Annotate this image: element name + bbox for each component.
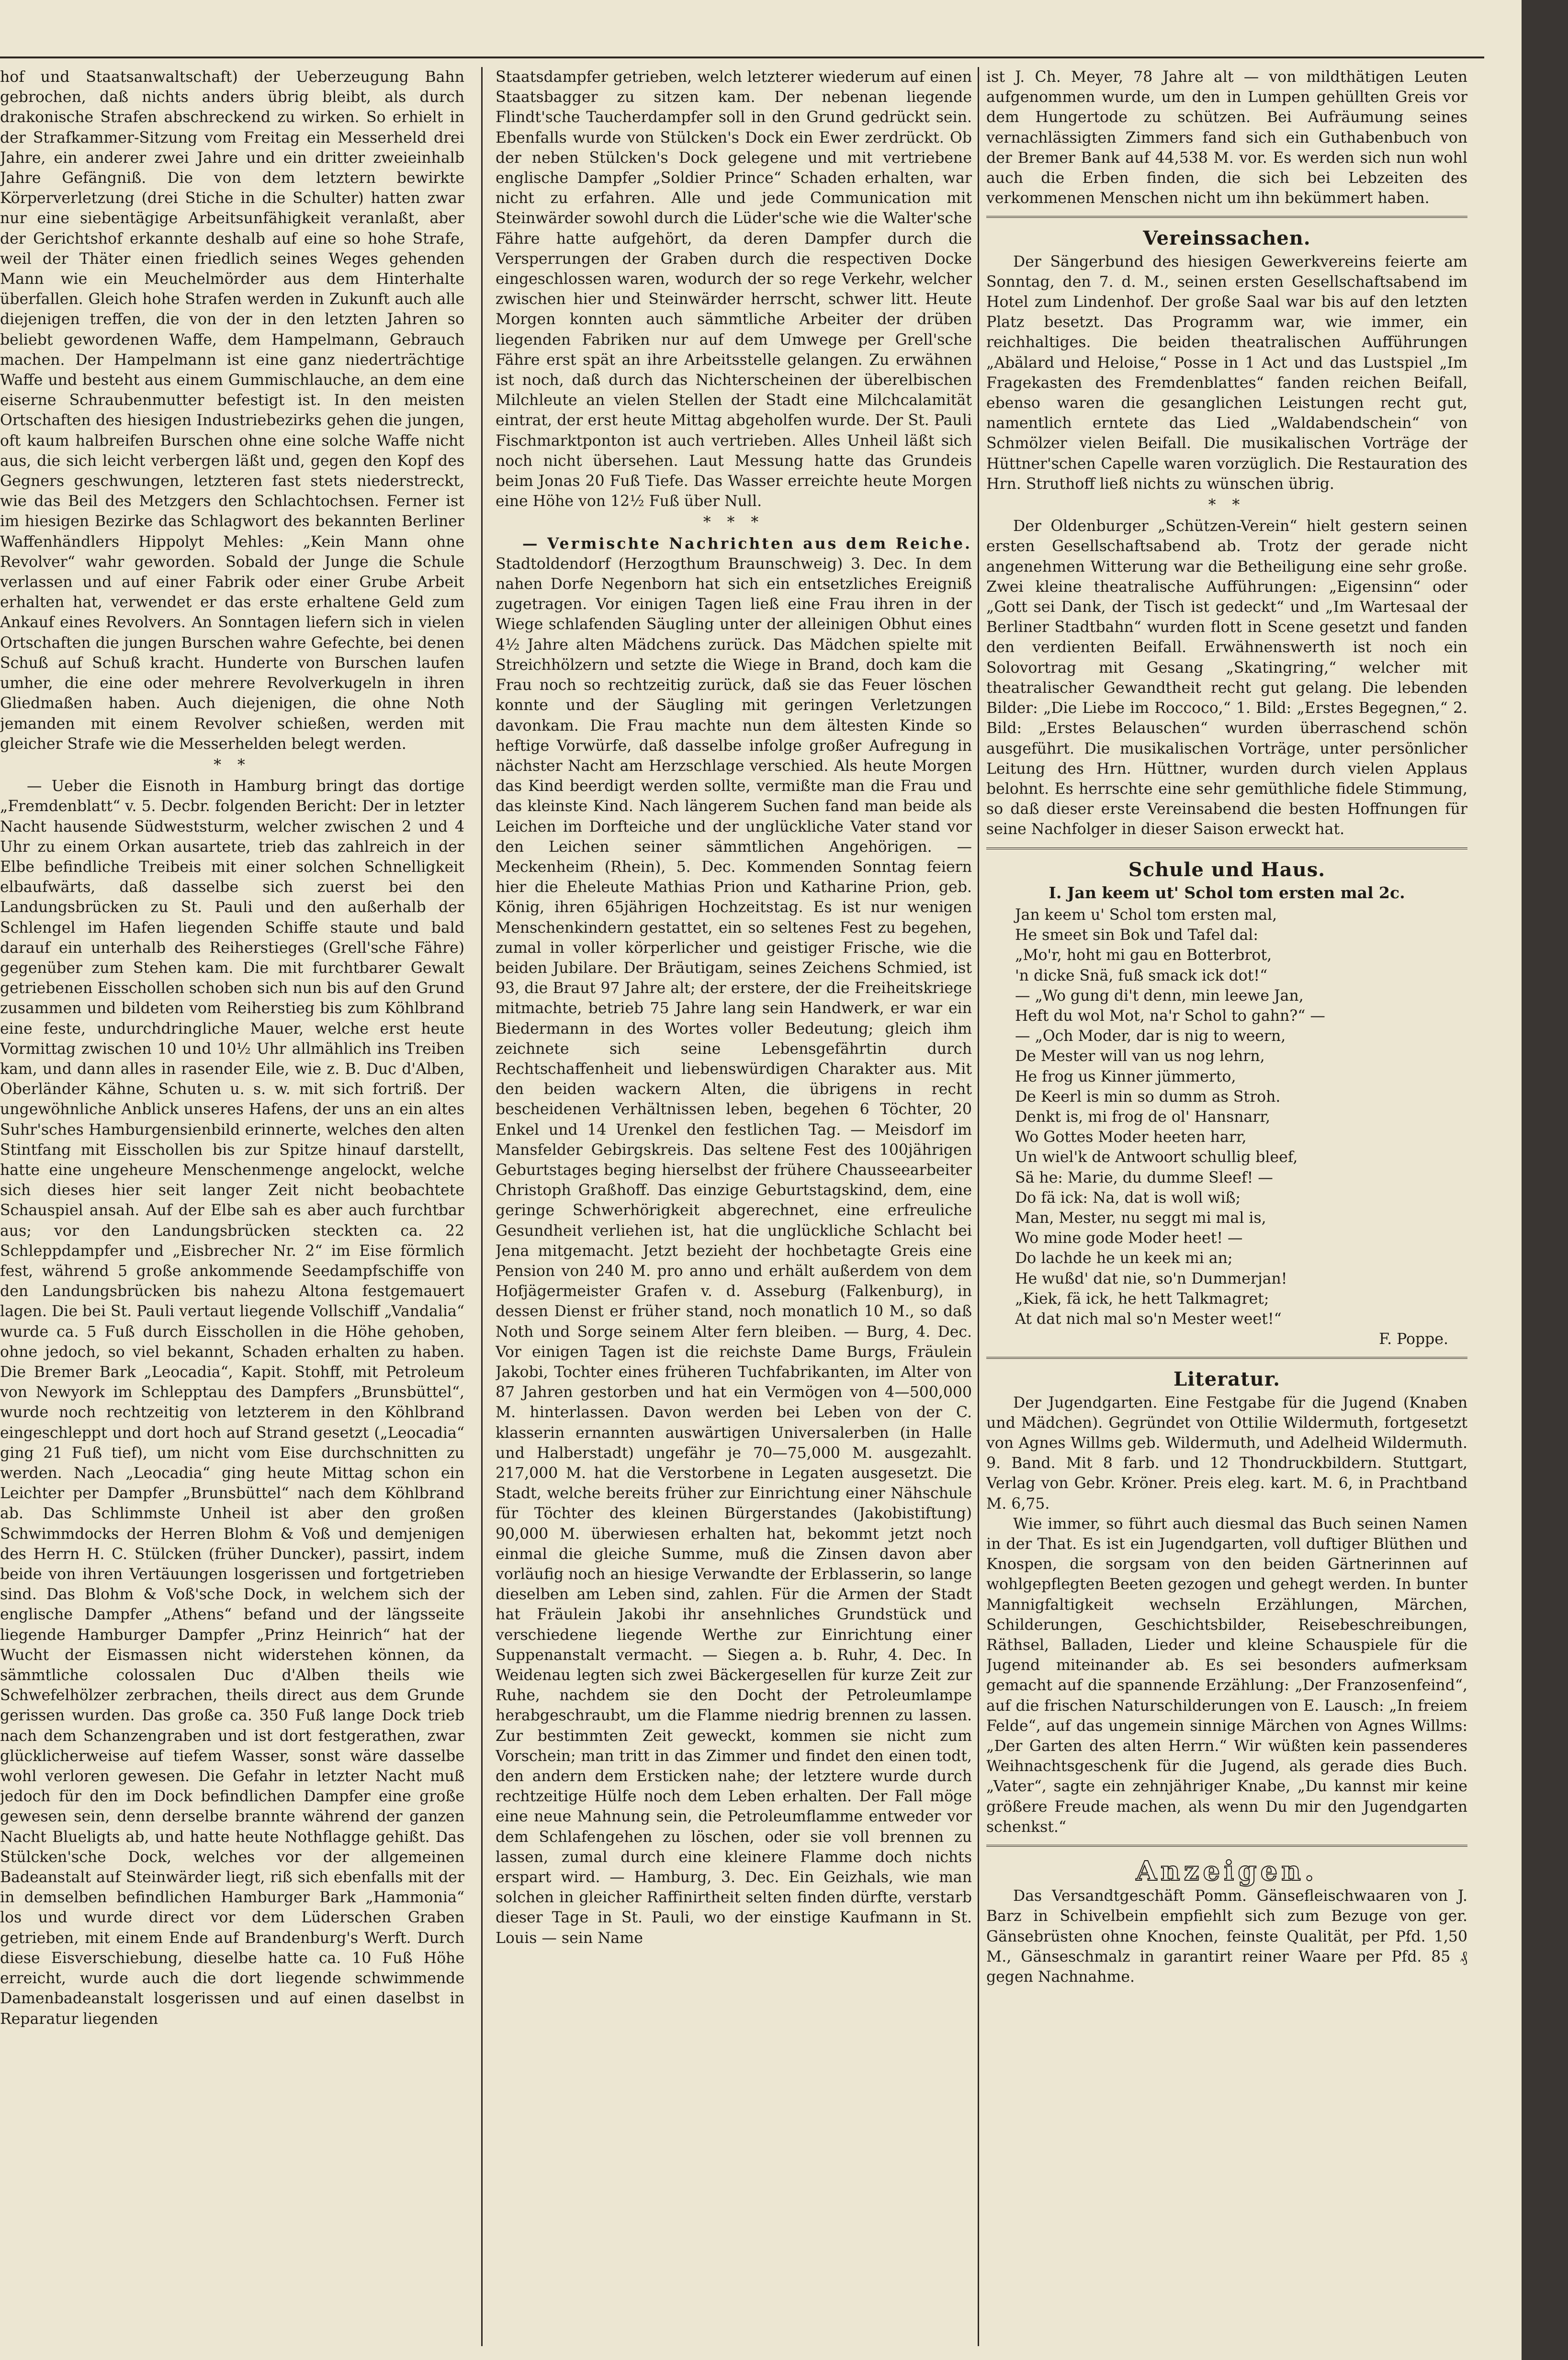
paragraph: Staatsdampfer getrieben, welch letzterer wiederum auf einen Staatsbagger zu sitzen kam. Der nebenan liegende Flindt'sche Taucherdampfer soll in den Grund gedrückt sein. Ebenfalls wurde von Stülcken's Dock ein Ewer zerdrückt. Ob der neben Stülcken's Dock gelegene und mit vertriebene englische Dampfer „Soldier Prince“ Schaden erhalten, war nicht zu erfahren. Alle und jede Communication mit Steinwärder sowohl durch die Lüder'sche wie die Walter'sche Fähre hatte aufgehört, da deren Dampfer durch die Versperrungen der Graben durch die respectiven Docke eingeschlossen waren, wodurch der so rege Verkehr, welcher zwischen hier und Steinwärder herrscht, schwer litt. Heute Morgen konnten auch sämmtliche Arbeiter der drüben liegenden Fabriken nur auf dem Umwege per Grell'sche Fähre erst spät an ihre Arbeitsstelle gelangen. Zu erwähnen ist noch, daß durch das Nichterscheinen der überelbischen Milchleute an vielen Stellen der Stadt eine Milchcalamität eintrat, der erst heute Mittag abgeholfen wurde. Der St. Pauli Fischmarktponton ist auch vertrieben. Alles Unheil läßt sich noch nicht übersehen. Laut Messung hatte das Grundeis beim Jonas 20 Fuß Tiefe. Das Wasser erreichte heute Morgen eine Höhe von 12½ Fuß über Null. xyxy=(496,68,972,510)
ads-title: Anzeigen. xyxy=(1136,1855,1318,1887)
poem-line: He frog us Kinner jümmerto, xyxy=(1015,1068,1236,1085)
column-3 xyxy=(986,67,1467,2351)
paragraph: Der Oldenburger „Schützen-Verein“ hielt gestern seinen ersten Gesellschaftsabend ab. Trotz der gerade nicht angenehmen Witterung war die Betheiligung eine sehr große. Zwei kleine theatralische Aufführungen: „Eigensinn“ oder „Gott sei Dank, der Tisch ist gedeckt“ und „Im Wartesaal der Berliner Stadtbahn“ wurden flott in Scene gesetzt und fanden den verdienten Beifall. Erwähnenswerth ist noch ein Solovortrag mit Gesang „Skatingring,“ welcher mit theatralischer Gewandtheit recht gut gelang. Die lebenden Bilder: „Die Liebe im Roccoco,“ 1. Bild: „Erstes Begegnen,“ 2. Bild: „Erstes Belauschen“ wurden überraschend schön ausgeführt. Die musikalischen Vorträge, unter persönlicher Leitung des Hrn. Hüttner, wurden durch vielen Applaus belohnt. Es herrschte eine sehr gemüthliche fidele Stimmung, so daß dieser erste Vereinsabend die besten Hoffnungen für seine Nachfolger in dieser Saison erweckt hat. xyxy=(986,518,1467,838)
column-1 xyxy=(0,67,464,2351)
poem-line: — „Wo gung di't denn, min leewe Jan, xyxy=(1015,987,1304,1005)
section-rule xyxy=(986,216,1467,218)
poem-signature: F. Poppe. xyxy=(1379,1331,1448,1348)
paragraph: hof und Staatsanwaltschaft) der Ueberzeugung Bahn gebrochen, daß nichts anders übrig bleibt, als durch drakonische Strafen abschreckend zu wirken. So erhielt in der Strafkammer-Sitzung vom Freitag ein Messerheld drei Jahre, ein anderer zwei Jahre und ein dritter zweieinhalb Jahre Gefängniß. Die von dem letztern bewirkte Körperverletzung (drei Stiche in die Schulter) hatten zwar nur eine siebentägige Arbeitsunfähigkeit veranlaßt, aber der Gerichtshof erkannte deshalb auf eine so hohe Strafe, weil der Thäter einen friedlich seines Weges gehenden Mann wie ein Meuchelmörder aus dem Hinterhalte überfallen. Gleich hohe Strafen werden in Zukunft auch alle diejenigen treffen, die von der in den letzten Jahren so beliebt gewordenen Waffe, dem Hampelmann, Gebrauch machen. Der Hampelmann ist eine ganz niederträchtige Waffe und besteht aus einem Gummischlauche, an dem eine eiserne Schraubenmutter befestigt ist. In den meisten Ortschaften des hiesigen Industriebezirks gehen die jungen, oft kaum halbreifen Burschen ohne eine solche Waffe nicht aus, die sich leicht verbergen läßt und, gegen den Kopf des Gegners geschwungen, letzteren fast stets niederstreckt, wie das Beil des Metzgers den Schlachtochsen. Ferner ist im hiesigen Bezirke das Schlagwort des bekannten Berliner Waffenhändlers Hippolyt Mehles: „Kein Mann ohne Revolver“ wahr geworden. Sobald der Junge die Schule verlassen und auf einer Fabrik oder einer Grube Arbeit erhalten hat, verwendet er das erste erhaltene Geld zum Ankauf eines Revolvers. An Sonntagen liefern sich in vielen Ortschaften die jungen Burschen wahre Gefechte, bei denen Schuß auf Schuß kracht. Hunderte von Burschen laufen umher, die eine oder mehrere Revolverkugeln in ihren Gliedmaßen haben. Auch diejenigen, die ohne Noth jemanden mit einem Revolver schießen, werden mit gleicher Strafe wie die Messerhelden belegt werden. xyxy=(0,68,464,753)
separator: * * * xyxy=(703,514,765,531)
poem-line: He smeet sin Bok und Tafel dal: xyxy=(1015,926,1258,944)
top-rule xyxy=(0,56,1484,58)
poem-line: Man, Mester, nu seggt mi mal is, xyxy=(1015,1209,1266,1227)
poem-line: He wußd' dat nie, so'n Dummerjan! xyxy=(1015,1270,1287,1287)
paragraph: — Ueber die Eisnoth in Hamburg bringt das dortige „Fremdenblatt“ v. 5. Decbr. folgenden Bericht: Der in letzter Nacht hausende Südweststurm, welcher zwischen 2 und 4 Uhr zu einem Orkan ausartete, trieb das zahlreich in der Elbe befindliche Treibeis mit einer solchen Schnelligkeit elbaufwärts, daß dasselbe sich zuerst bei den Landungsbrücken zu St. Pauli und den außerhalb der Schlengel im Hafen liegenden Schiffe staute und bald darauf ein unterhalb des Reiherstieges (Grell'sche Fähre) gegenüber zum Stehen kam. Die mit furchtbarer Gewalt getriebenen Eisschollen schoben sich nun bis auf den Grund zusammen und bildeten vom Reiherstieg bis zum Köhlbrand eine feste, undurchdringliche Mauer, welche erst heute Vormittag zwischen 10 und 10½ Uhr allmählich ins Treiben kam, und dann alles in rasender Eile, wie z. B. Duc d'Alben, Oberländer Kähne, Schuten u. s. w. mit sich fortriß. Der ungewöhnliche Anblick unseres Hafens, der uns an ein altes Suhr'sches Hamburgensienbild erinnerte, welches den alten Stintfang mit Eisschollen bis zur Spitze hinauf darstellt, hatte eine ungeheure Menschenmenge angelockt, welche sich dieses hier seit langer Zeit nicht beobachtete Schauspiel ansah. Auf der Elbe sah es aber auch furchtbar aus; vor den Landungsbrücken steckten ca. 22 Schleppdampfer und „Eisbrecher Nr. 2“ im Eise förmlich fest, während 5 große ankommende Seedampfschiffe von den Landungsbrücken bis nahezu Altona festgemauert lagen. Die bei St. Pauli vertaut liegende Vollschiff „Vandalia“ wurde ca. 5 Fuß durch Eisschollen in die Höhe gehoben, ohne jedoch, so viel bekannt, Schaden erhalten zu haben. Die Bremer Bark „Leocadia“, Kapit. Stohff, mit Petroleum von Newyork im Schlepptau des Dampfers „Brunsbüttel“, wurde noch rechtzeitig von letzterem in den Köhlbrand eingeschleppt und dort hoch auf Strand gesetzt („Leocadia“ ging 21 Fuß tief), um nicht vom Eise durchschnitten zu werden. Nach „Leocadia“ ging heute Mittag schon ein Leichter per Dampfer „Brunsbüttel“ nach dem Köhlbrand ab. Das Schlimmste Unheil ist aber den großen Schwimmdocks der Herren Blohm & Voß und demjenigen des Herrn H. C. Stülcken (früher Duncker), passirt, indem beide von ihren Vertäuungen losgerissen und fortgetrieben sind. Das Blohm & Voß'sche Dock, in welchem sich der englische Dampfer „Athens“ befand und der längsseite liegende Hamburger Dampfer „Prinz Heinrich“ hat der Wucht der Eismassen nicht widerstehen können, da sämmtliche colossalen Duc d'Alben theils wie Schwefelhölzer zerbrachen, theils direct aus dem Grunde gerissen wurden. Das große ca. 350 Fuß lange Dock trieb nach dem Schanzengraben und ist dort festgerathen, zwar glücklicherweise auf tiefem Wasser, sonst wäre dasselbe wohl verloren gewesen. Die Gefahr in letzter Nacht muß jedoch für den im Dock befindlichen Dampfer eine große gewesen sein, denn derselbe brannte während der ganzen Nacht Blueligts ab, und hatte heute Nothflagge gehißt. Das Stülcken'sche Dock, welches vor der allgemeinen Badeanstalt auf Steinwärder liegt, riß sich ebenfalls mit der in demselben befindlichen Hamburger Bark „Hammonia“ los und wurde direct vor dem Lüderschen Graben getrieben, mit einem Ende auf Brandenburg's Werft. Durch diese Eisverschiebung, dieselbe hatte ca. 10 Fuß Höhe erreicht, wurde auch die dort liegende schwimmende Damenbadeanstalt losgerissen und auf einen daselbst in Reparatur liegenden xyxy=(0,778,464,2028)
paragraph: Der Jugendgarten. Eine Festgabe für die Jugend (Knaben und Mädchen). Gegründet von Ottilie Wildermuth, fortgesetzt von Agnes Willms geb. Wildermuth, und Adelheid Wildermuth. 9. Band. Mit 8 farb. und 12 Thondruckbildern. Stuttgart, Verlag von Gebr. Kröner. Preis eleg. kart. M. 6, in Prachtband M. 6,75. xyxy=(986,1394,1467,1513)
paragraph xyxy=(496,534,972,1948)
section-rule xyxy=(986,1357,1467,1359)
poem-line: De Keerl is min so dumm as Stroh. xyxy=(1015,1088,1281,1106)
poem-line: — „Och Moder, dar is nig to weern, xyxy=(1015,1028,1286,1045)
section-rule xyxy=(986,847,1467,849)
poem-line: „Mo'r, hoht mi gau en Botterbrot, xyxy=(1015,947,1272,964)
section-heading: — Vermischte Nachrichten aus dem Reiche. xyxy=(522,534,972,553)
poem-line: „Kiek, fä ick, he hett Talkmagret; xyxy=(1015,1290,1269,1308)
poem-line: 'n dicke Snä, fuß smack ick dot!“ xyxy=(1015,967,1268,984)
scan-edge xyxy=(1522,0,1568,2360)
poem-line: At dat nich mal so'n Mester weet!“ xyxy=(1015,1310,1282,1328)
paragraph: Der Sängerbund des hiesigen Gewerkvereins feierte am Sonntag, den 7. d. M., seinen ersten Gesellschaftsabend im Hotel zum Lindenhof. Der große Saal war bis auf den letzten Platz besetzt. Das Programm war, wie immer, ein reichhaltiges. Die beiden theatralischen Aufführungen „Abälard und Heloise,“ Posse in 1 Act und das Lustspiel „Im Fragekasten des Fremdenblattes“ fanden reichen Beifall, ebenso waren die gesanglichen Leistungen recht gut, namentlich erntete das Lied „Waldabendschein“ von Schmölzer vielen Beifall. Die musikalischen Vorträge der Hüttner'schen Capelle waren vorzüglich. Die Restauration des Hrn. Struthoff ließ nichts zu wünschen übrig. xyxy=(986,253,1467,493)
separator: * * xyxy=(214,756,251,774)
poem-line: Heft du wol Mot, na'r Schol to gahn?“ — xyxy=(1015,1007,1325,1025)
paragraph: Wie immer, so führt auch diesmal das Buch seinen Namen in der That. Es ist ein Jugendgarten, voll duftiger Blüthen und Knospen, die sorgsam von den beiden Gärtnerinnen auf wohlgepflegten Beeten gezogen und gehegt werden. In bunter Mannigfaltigkeit wechseln Erzählungen, Märchen, Schilderungen, Geschichtsbilder, Reisebeschreibungen, Räthsel, Balladen, Lieder und kleine Schauspiele für die Jugend miteinander ab. Es sei besonders aufmerksam gemacht auf die spannende Erzählung: „Der Franzosenfeind“, auf die frischen Naturschilderungen von E. Lausch: „In freiem Felde“, auf das ungemein sinnige Märchen von Agnes Willms: „Der Garten des alten Herrn.“ Wir wüßten kein passenderes Weihnachtsgeschenk für die Jugend, als gerade dies Buch. „Vater“, sagte ein zehnjähriger Knabe, „Du kannst mir keine größere Freude machen, als wenn Du mir den Jugendgarten schenkst.“ xyxy=(986,1515,1467,1836)
section-rule xyxy=(986,1845,1467,1847)
poem-line: Wo mine gode Moder heet! — xyxy=(1015,1230,1243,1247)
poem-line: Sä he: Marie, du dumme Sleef! — xyxy=(1015,1169,1273,1186)
poem-line: Un wiel'k de Antwoort schullig bleef, xyxy=(1015,1149,1298,1166)
paragraph-text: Stadtoldendorf (Herzogthum Braunschweig) 3. Dec. In dem nahen Dorfe Negenborn hat sich ein entsetzliches Ereigniß zugetragen. Vor einigen Tagen ließ eine Frau ihren in der Wiege schlafenden Säugling unter der alleinigen Obhut eines 4½ Jahre alten Mädchens zurück. Das Mädchen spielte mit Streichhölzern und setzte die Wiege in Brand, doch kam die Frau noch so rechtzeitig zurück, daß sie das Feuer löschen konnte und der Säugling mit geringen Verletzungen davonkam. Die Frau machte nun dem ältesten Kinde so heftige Vorwürfe, daß dasselbe infolge großer Aufregung in nächster Nacht am Herzschlage verschied. Als heute Morgen das Kind beerdigt werden sollte, vermißte man die Frau und das kleinste Kind. Nach längerem Suchen fand man beide als Leichen im Dorfteiche und der unglückliche Vater stand vor den Leichen seiner sämmtlichen Angehörigen. — Meckenheim (Rhein), 5. Dec. Kommenden Sonntag feiern hier die Eheleute Mathias Prion und Katharine Prion, geb. König, ihren 65jährigen Hochzeitstag. Es ist nur wenigen Menschenkindern gestattet, ein so seltenes Fest zu begehen, zumal in voller körperlicher und geistiger Frische, wie die beiden Jubilare. Der Bräutigam, seines Zeichens Schmied, ist 93, die Braut 97 Jahre alt; der erstere, der die Freiheitskriege mitmachte, betrieb 75 Jahre lang sein Handwerk, er war ein Biedermann in des Wortes voller Bedeutung; gleich ihm zeichnete sich seine Lebensgefährtin durch Rechtschaffenheit und liebenswürdigen Charakter aus. Mit den beiden wackern Alten, die übrigens in recht bescheidenen Verhältnissen leben, begehen 6 Töchter, 20 Enkel und 14 Urenkel den festlichen Tag. — Meisdorf im Mansfelder Gebirgskreis. Das seltene Fest des 100jährigen Geburtstages beging hierselbst der frühere Chausseearbeiter Christoph Graßhoff. Das einzige Geburtstagskind, dem, eine geringe Schwerhörigkeit abgerechnet, eine erfreuliche Gesundheit verliehen ist, hat die unglückliche Schlacht bei Jena mitgemacht. Jetzt bezieht der hochbetagte Greis eine Pension von 240 M. pro anno und erhält außerdem von dem Hofjägermeister Grafen v. d. Asseburg (Falkenburg), in dessen Dienst er früher stand, noch monatlich 10 M., so daß Noth und Sorge seinem Alter fern bleiben. — Burg, 4. Dec. Vor einigen Tagen ist die reichste Dame Burgs, Fräulein Jakobi, Tochter eines früheren Tuchfabrikanten, im Alter von 87 Jahren gestorben und hat ein Vermögen von 4—500,000 M. hinterlassen. Davon werden bei Leben von der C. klasserin ernannten auswärtigen Universalerben (in Halle und Halberstadt) ungefähr je 70—75,000 M. ausgezahlt. 217,000 M. hat die Verstorbene in Legaten ausgesetzt. Die Stadt, welche bereits früher zur Einrichtung einer Nähschule für Töchter des kleinen Bürgerstandes (Jakobistiftung) 90,000 M. überwiesen erhalten hat, bekommt jetzt noch einmal die gleiche Summe, muß die Zinsen davon aber vorläufig noch an hiesige Verwandte der Erblasserin, so lange dieselben am Leben sind, zahlen. Für die Armen der Stadt hat Fräulein Jakobi ihr ansehnliches Grundstück und verschiedene liegende Werthe zur Einrichtung einer Suppenanstalt vermacht. — Siegen a. b. Ruhr, 4. Dec. In Weidenau legten sich zwei Bäckergesellen für kurze Zeit zur Ruhe, nachdem sie den Docht der Petroleumlampe herabgeschraubt, um die Flamme niedrig brennen zu lassen. Zur bestimmten Zeit geweckt, kommen sie nicht zum Vorschein; man tritt in das Zimmer und findet den einen todt, den andern dem Ersticken nahe; der letztere wurde durch rechtzeitige Hülfe noch dem Leben erhalten. Der Fall möge eine neue Mahnung sein, die Petroleumflamme entweder vor dem Schlafengehen zu löschen, oder sie voll brennen zu lassen, zumal durch eine kleinere Flamme doch nichts erspart wird. — Hamburg, 3. Dec. Ein Geizhals, wie man solchen in gleicher Raffinirtheit selten finden dürfte, verstarb dieser Tage in St. Pauli, wo der einstige Kaufmann in St. Louis — sein Name xyxy=(496,555,972,1947)
poem-line: Do fä ick: Na, dat is woll wiß; xyxy=(1015,1189,1241,1207)
paragraph: ist J. Ch. Meyer, 78 Jahre alt — von mildthätigen Leuten aufgenommen wurde, um den in Lumpen gehüllten Greis vor dem Hungertode zu schützen. Bei Aufräumung seines vernachlässigten Zimmers fand sich ein Guthabenbuch von der Bremer Bank auf 44,538 M. vor. Es werden sich nun wohl auch die Erben finden, die sich bei Lebzeiten des verkommenen Menschen nicht um ihn bekümmert haben. xyxy=(986,68,1467,207)
paragraph: Das Versandtgeschäft Pomm. Gänsefleischwaaren von J. Barz in Schivelbein empfiehlt sich zum Bezuge von ger. Gänsebrüsten ohne Knochen, feinste Qualität, per Pfd. 1,50 M., Gänseschmalz in garantirt reiner Waare per Pfd. 85 ₰ gegen Nachnahme. xyxy=(986,1887,1467,1986)
poem-title: I. Jan keem ut' Schol tom ersten mal 2c. xyxy=(1049,883,1405,902)
poem-line: Jan keem u' Schol tom ersten mal, xyxy=(1015,906,1277,924)
poem-line: Wo Gottes Moder heeten harr, xyxy=(1015,1129,1247,1146)
section-title: Literatur. xyxy=(1173,1368,1281,1391)
separator: * * xyxy=(1208,497,1246,514)
section-title: Vereinssachen. xyxy=(1143,227,1311,250)
column-rule xyxy=(978,67,979,2346)
section-title: Schule und Haus. xyxy=(1128,858,1326,881)
poem-line: De Mester will van us nog lehrn, xyxy=(1015,1048,1265,1065)
poem-line: Do lachde he un keek mi an; xyxy=(1015,1250,1233,1267)
column-2 xyxy=(496,67,972,2351)
column-rule xyxy=(481,67,483,2346)
poem-line: Denkt is, mi frog de ol' Hansnarr, xyxy=(1015,1108,1270,1126)
